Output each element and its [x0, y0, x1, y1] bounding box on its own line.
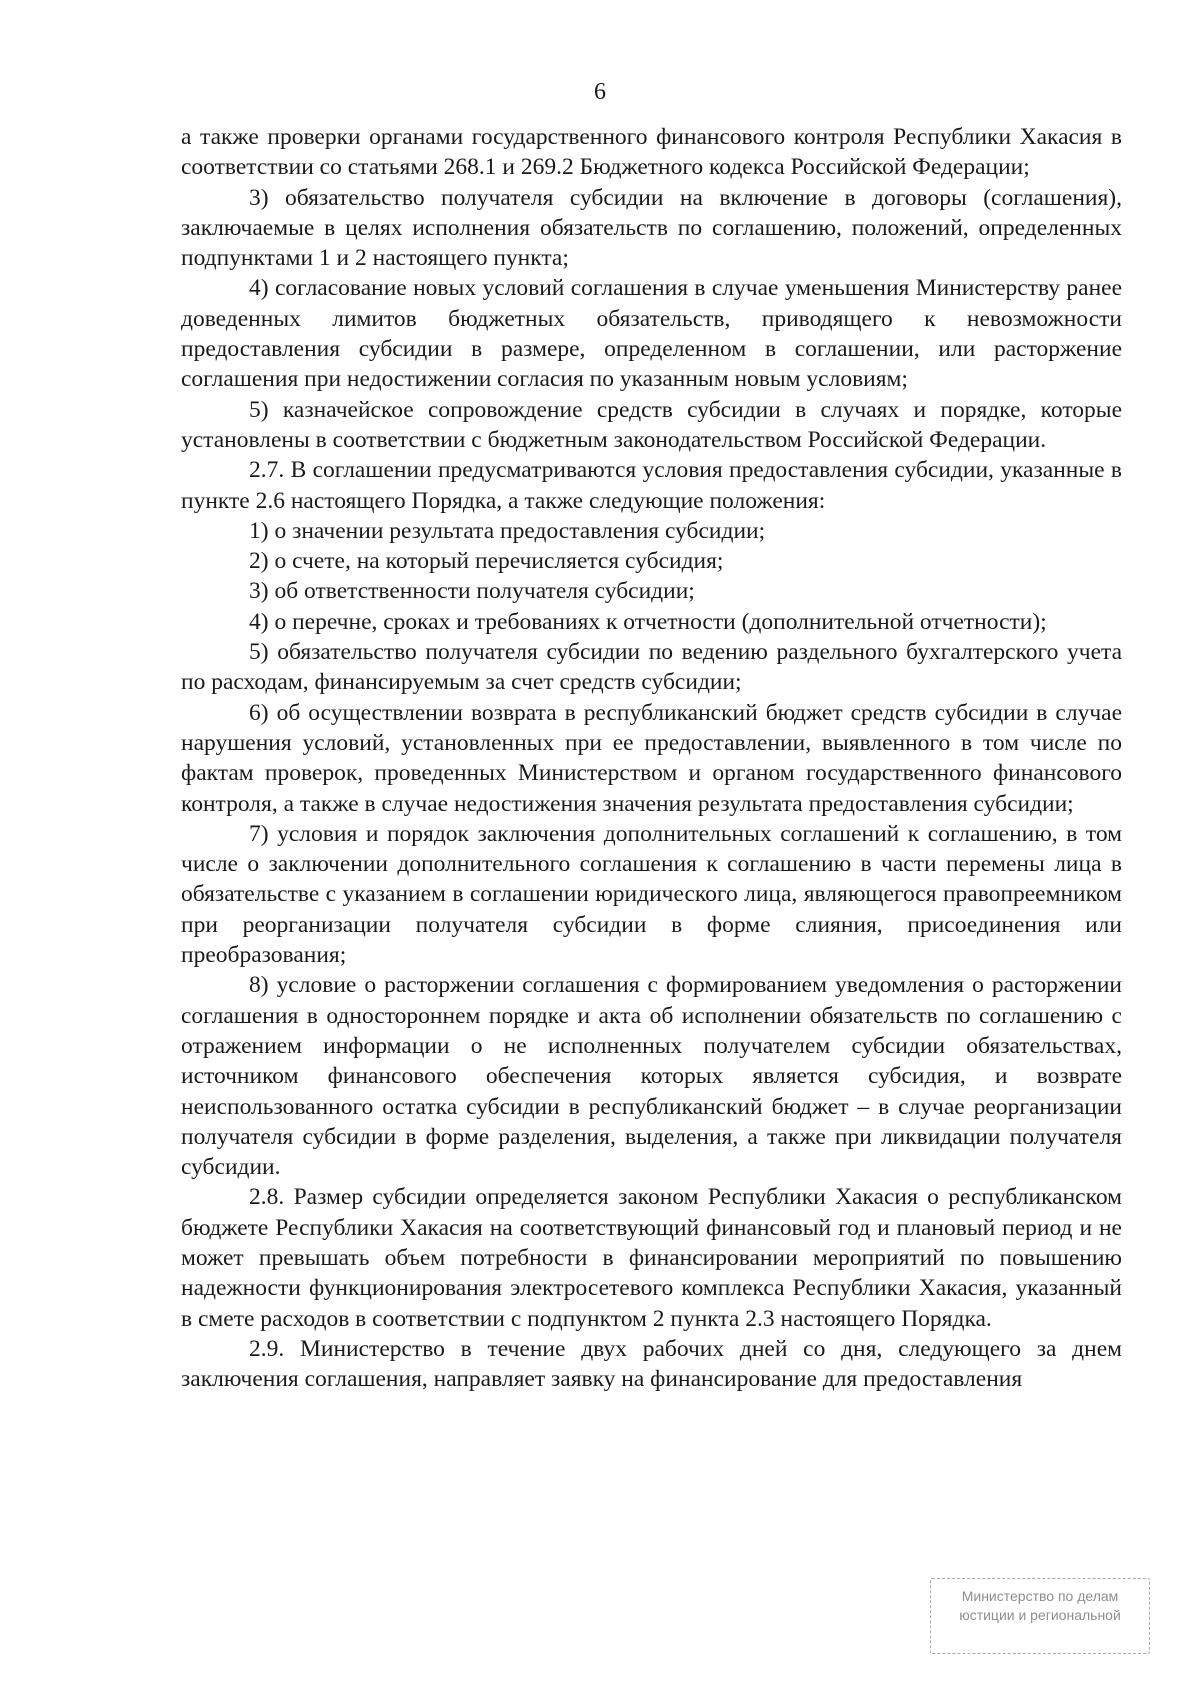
paragraph-item-5: 5) казначейское сопровождение средств субсидии в случаях и порядке, которые установлены в соответствии с бюджетным законодательством Российской Федерации. [181, 396, 1122, 453]
paragraph-item-4: 4) согласование новых условий соглашения в случае уменьшения Министерству ранее доведенных лимитов бюджетных обязательств, приводящего к невозможности предоставления субсидии в размере, определенном в соглашении, или расторжение соглашения при недостижении согласия по указанным новым условиям; [181, 275, 1122, 393]
paragraph-2-7-item-4: 4) о перечне, сроках и требованиях к отчетности (дополнительной отчетности); [249, 608, 1047, 635]
stamp-line-1: Министерство по делам [961, 1588, 1119, 1604]
paragraph-2-7-item-2: 2) о счете, на который перечисляется субсидия; [249, 548, 724, 575]
paragraph-2-7-item-7: 7) условия и порядок заключения дополнительных соглашений к соглашению, в том числе о заключении дополнительного соглашения к соглашению в части перемены лица в обязательстве с указанием в соглашении юридического лица, являющегося правопреемником при реорганизации получателя субсидии в форме слияния, присоединения или преобразования; [181, 820, 1122, 969]
paragraph-2-7: 2.7. В соглашении предусматриваются условия предоставления субсидии, указанные в пункте 2.6 настоящего Порядка, а также следующие положения: [181, 457, 1122, 514]
paragraph-2-7-item-8: 8) условие о расторжении соглашения с формированием уведомления о расторжении соглашения в одностороннем порядке и акта об исполнении обязательств по соглашению с отражением информации о не исполненных получателем субсидии обязательствах, источником финансового обеспечения которых является субсидия, и возврате неиспользованного остатка субсидии в республиканский бюджет – в случае реорганизации получателя субсидии в форме разделения, выделения, а также при ликвидации получателя субсидии. [181, 972, 1122, 1181]
paragraph-2-9: 2.9. Министерство в течение двух рабочих дней со дня, следующего за днем заключения соглашения, направляет заявку на финансирование для предоставления [181, 1335, 1122, 1393]
paragraph-2-7-item-1: 1) о значении результата предоставления субсидии; [249, 517, 766, 544]
stamp-line-2: юстиции и региональной [959, 1607, 1121, 1623]
paragraph-continuation: а также проверки органами государственного финансового контроля Республики Хакасия в соответствии со статьями 268.1 и 269.2 Бюджетного кодекса Российской Федерации; [181, 124, 1122, 181]
paragraph-2-8: 2.8. Размер субсидии определяется законом Республики Хакасия о республиканском бюджете Республики Хакасия на соответствующий финансовый год и плановый период и не может превышать объем потребности в финансировании мероприятий по повышению надежности функционирования электросетевого комплекса Республики Хакасия, указанный в смете расходов в соответствии с подпунктом 2 пункта 2.3 настоящего Порядка. [181, 1184, 1122, 1332]
paragraph-2-7-item-6: 6) об осуществлении возврата в республиканский бюджет средств субсидии в случае нарушения условий, установленных при ее предоставлении, выявленного в том числе по фактам проверок, проведенных Министерством и органом государственного финансового контроля, а также в случае недостижения значения результата предоставления субсидии; [181, 699, 1122, 817]
paragraph-item-3: 3) обязательство получателя субсидии на включение в договоры (соглашения), заключаемые в целях исполнения обязательств по соглашению, положений, определенных подпунктами 1 и 2 настоящего пункта; [181, 184, 1122, 272]
document-body [181, 122, 1122, 1394]
registration-stamp [930, 1578, 1150, 1654]
page-number: 6 [594, 79, 606, 105]
paragraph-2-7-item-5: 5) обязательство получателя субсидии по ведению раздельного бухгалтерского учета по расходам, финансируемым за счет средств субсидии; [181, 639, 1122, 696]
paragraph-2-7-item-3: 3) об ответственности получателя субсидии; [249, 578, 695, 605]
